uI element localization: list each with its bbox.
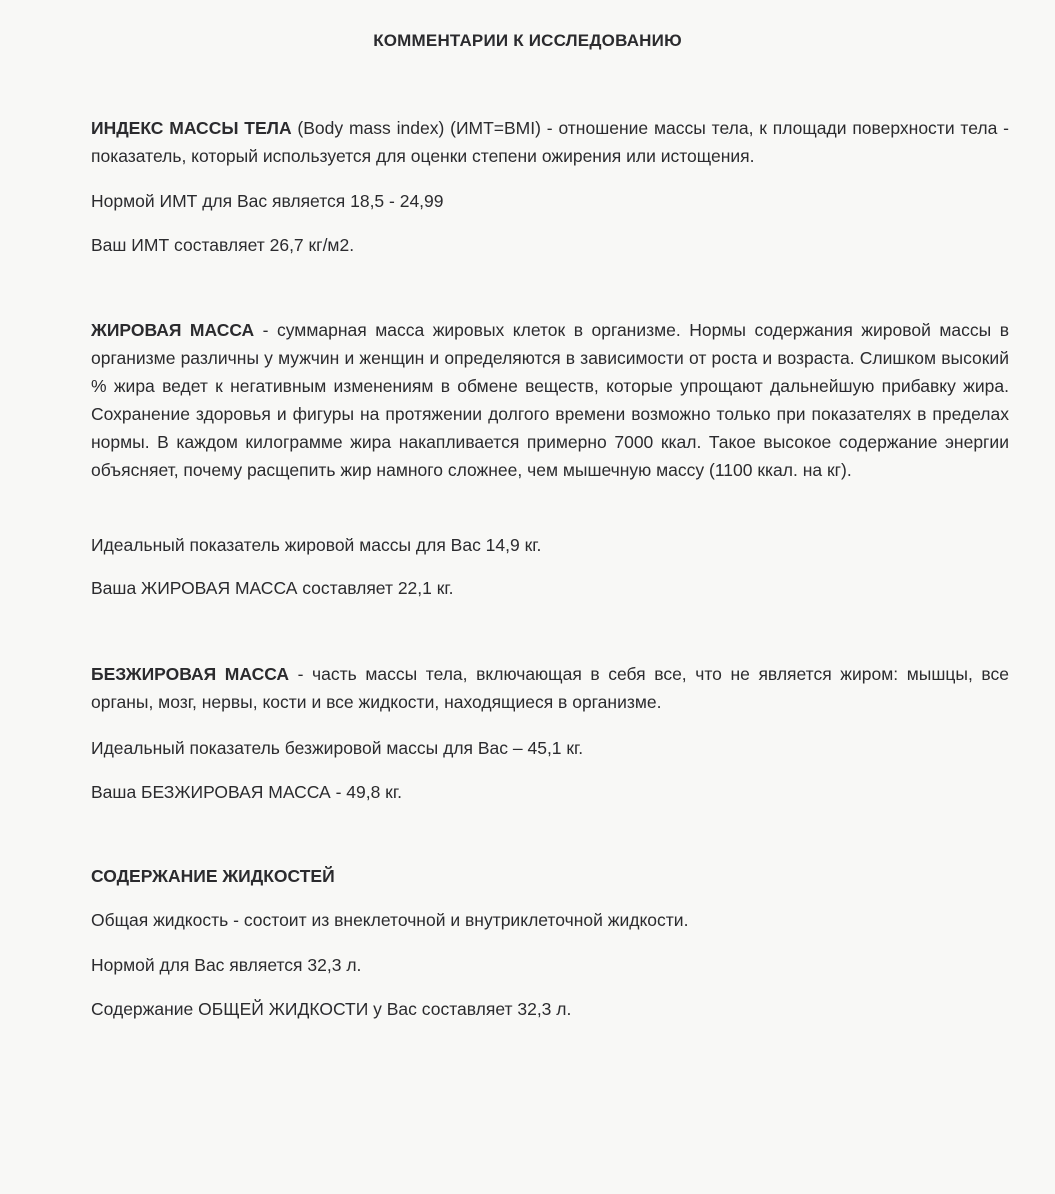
bmi-paragraph <box>91 114 1009 170</box>
bmi-norm: Нормой ИМТ для Вас является 18,5 - 24,99 <box>91 191 444 211</box>
fat-paragraph <box>91 316 1009 484</box>
bmi-section <box>91 114 1009 170</box>
fluid-norm: Нормой для Вас является 32,3 л. <box>91 955 362 975</box>
fat-ideal: Идеальный показатель жировой массы для Вас 14,9 кг. <box>91 535 542 555</box>
fat-section <box>91 316 1009 484</box>
fat-heading: ЖИРОВАЯ МАССА <box>91 320 255 340</box>
fluid-heading: СОДЕРЖАНИЕ ЖИДКОСТЕЙ <box>91 866 335 886</box>
fluid-value: Содержание ОБЩЕЙ ЖИДКОСТИ у Вас составляет 32,3 л. <box>91 999 572 1019</box>
lean-paragraph <box>91 660 1009 716</box>
fat-value: Ваша ЖИРОВАЯ МАССА составляет 22,1 кг. <box>91 578 454 598</box>
fat-description: - суммарная масса жировых клеток в организме. Нормы содержания жировой массы в организме различны у мужчин и женщин и определяются в зависимости от роста и возраста. Слишком высокий % жира ведет к негативным изменениям в обмене веществ, которые упрощают дальнейшую прибавку жира. Сохранение здоровья и фигуры на протяжении долгого времени возможно только при показателях в пределах нормы. В каждом килограмме жира накапливается примерно 7000 ккал. Такое высокое содержание энергии объясняет, почему расщепить жир намного сложнее, чем мышечную массу (1100 ккал. на кг). <box>91 320 1009 480</box>
fluid-description: Общая жидкость - состоит из внеклеточной и внутриклеточной жидкости. <box>91 910 689 930</box>
lean-heading: БЕЗЖИРОВАЯ МАССА <box>91 664 290 684</box>
lean-value: Ваша БЕЗЖИРОВАЯ МАССА - 49,8 кг. <box>91 782 402 802</box>
document-title: КОММЕНТАРИИ К ИССЛЕДОВАНИЮ <box>373 31 682 50</box>
lean-section <box>91 660 1009 716</box>
lean-ideal: Идеальный показатель безжировой массы для Вас – 45,1 кг. <box>91 738 584 758</box>
bmi-value: Ваш ИМТ составляет 26,7 кг/м2. <box>91 235 355 255</box>
bmi-heading: ИНДЕКС МАССЫ ТЕЛА <box>91 118 292 138</box>
lean-description: - часть массы тела, включающая в себя все, что не является жиром: мышцы, все органы, мозг, нервы, кости и все жидкости, находящиеся в организме. <box>91 664 1009 712</box>
bmi-description: (Body mass index) (ИМТ=BMI) - отношение массы тела, к площади поверхности тела - показатель, который используется для оценки степени ожирения или истощения. <box>91 118 1010 166</box>
